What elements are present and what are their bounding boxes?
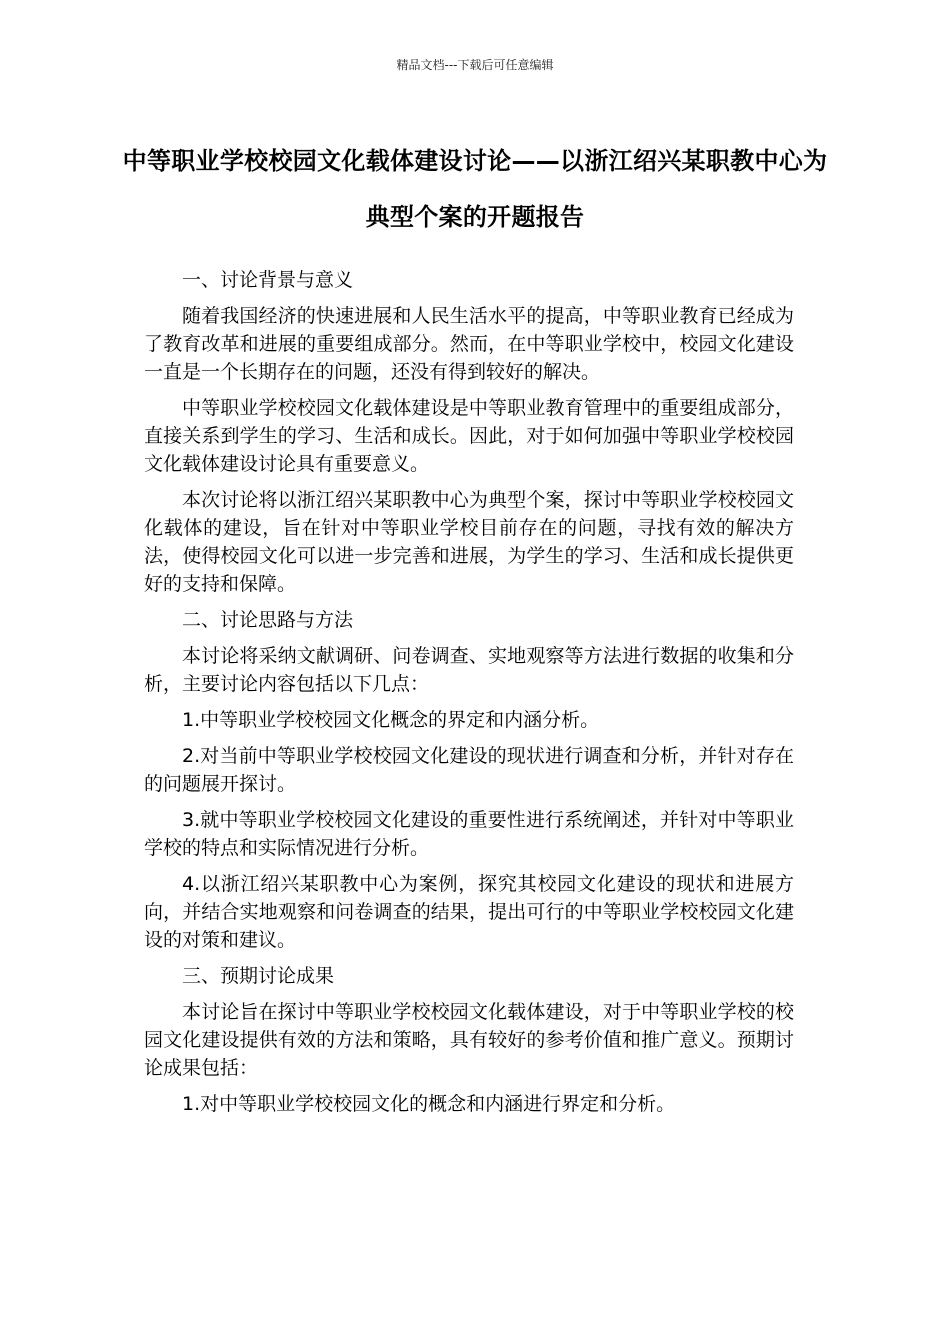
paragraph: 随着我国经济的快速进展和人民生活水平的提高，中等职业教育已经成为了教育改革和进展的重要组成部分。然而，在中等职业学校中，校园文化建设一直是一个长期存在的问题，还没有得到较好的解决。	[144, 305, 794, 383]
header-note: 精品文档---下载后可任意编辑	[396, 58, 554, 72]
list-item: 1.中等职业学校校园文化概念的界定和内涵分析。	[182, 709, 600, 731]
list-item: 4.以浙江绍兴某职教中心为案例，探究其校园文化建设的现状和进展方向，并结合实地观察和问卷调查的结果，提出可行的中等职业学校校园文化建设的对策和建议。	[144, 873, 794, 951]
section-heading-outcomes: 三、预期讨论成果	[182, 965, 335, 987]
document-body	[144, 266, 794, 1126]
document-title: 中等职业学校校园文化载体建设讨论——以浙江绍兴某职教中心为典型个案的开题报告	[122, 147, 828, 231]
list-item: 3.就中等职业学校校园文化建设的重要性进行系统阐述，并针对中等职业学校的特点和实际情况进行分析。	[144, 809, 794, 859]
section-heading-background: 一、讨论背景与意义	[182, 269, 354, 291]
paragraph: 本讨论将采纳文献调研、问卷调查、实地观察等方法进行数据的收集和分析，主要讨论内容包括以下几点：	[144, 645, 794, 695]
section-heading-methods: 二、讨论思路与方法	[182, 609, 354, 631]
paragraph: 本次讨论将以浙江绍兴某职教中心为典型个案，探讨中等职业学校校园文化载体的建设，旨在针对中等职业学校目前存在的问题，寻找有效的解决方法，使得校园文化可以进一步完善和进展，为学生的学习、生活和成长提供更好的支持和保障。	[144, 489, 794, 595]
list-item: 2.对当前中等职业学校校园文化建设的现状进行调查和分析，并针对存在的问题展开探讨。	[144, 745, 794, 795]
paragraph: 中等职业学校校园文化载体建设是中等职业教育管理中的重要组成部分，直接关系到学生的学习、生活和成长。因此，对于如何加强中等职业学校校园文化载体建设讨论具有重要意义。	[144, 397, 794, 475]
paragraph: 本讨论旨在探讨中等职业学校校园文化载体建设，对于中等职业学校的校园文化建设提供有效的方法和策略，具有较好的参考价值和推广意义。预期讨论成果包括：	[144, 1001, 794, 1079]
list-item: 1.对中等职业学校校园文化的概念和内涵进行界定和分析。	[182, 1093, 676, 1115]
